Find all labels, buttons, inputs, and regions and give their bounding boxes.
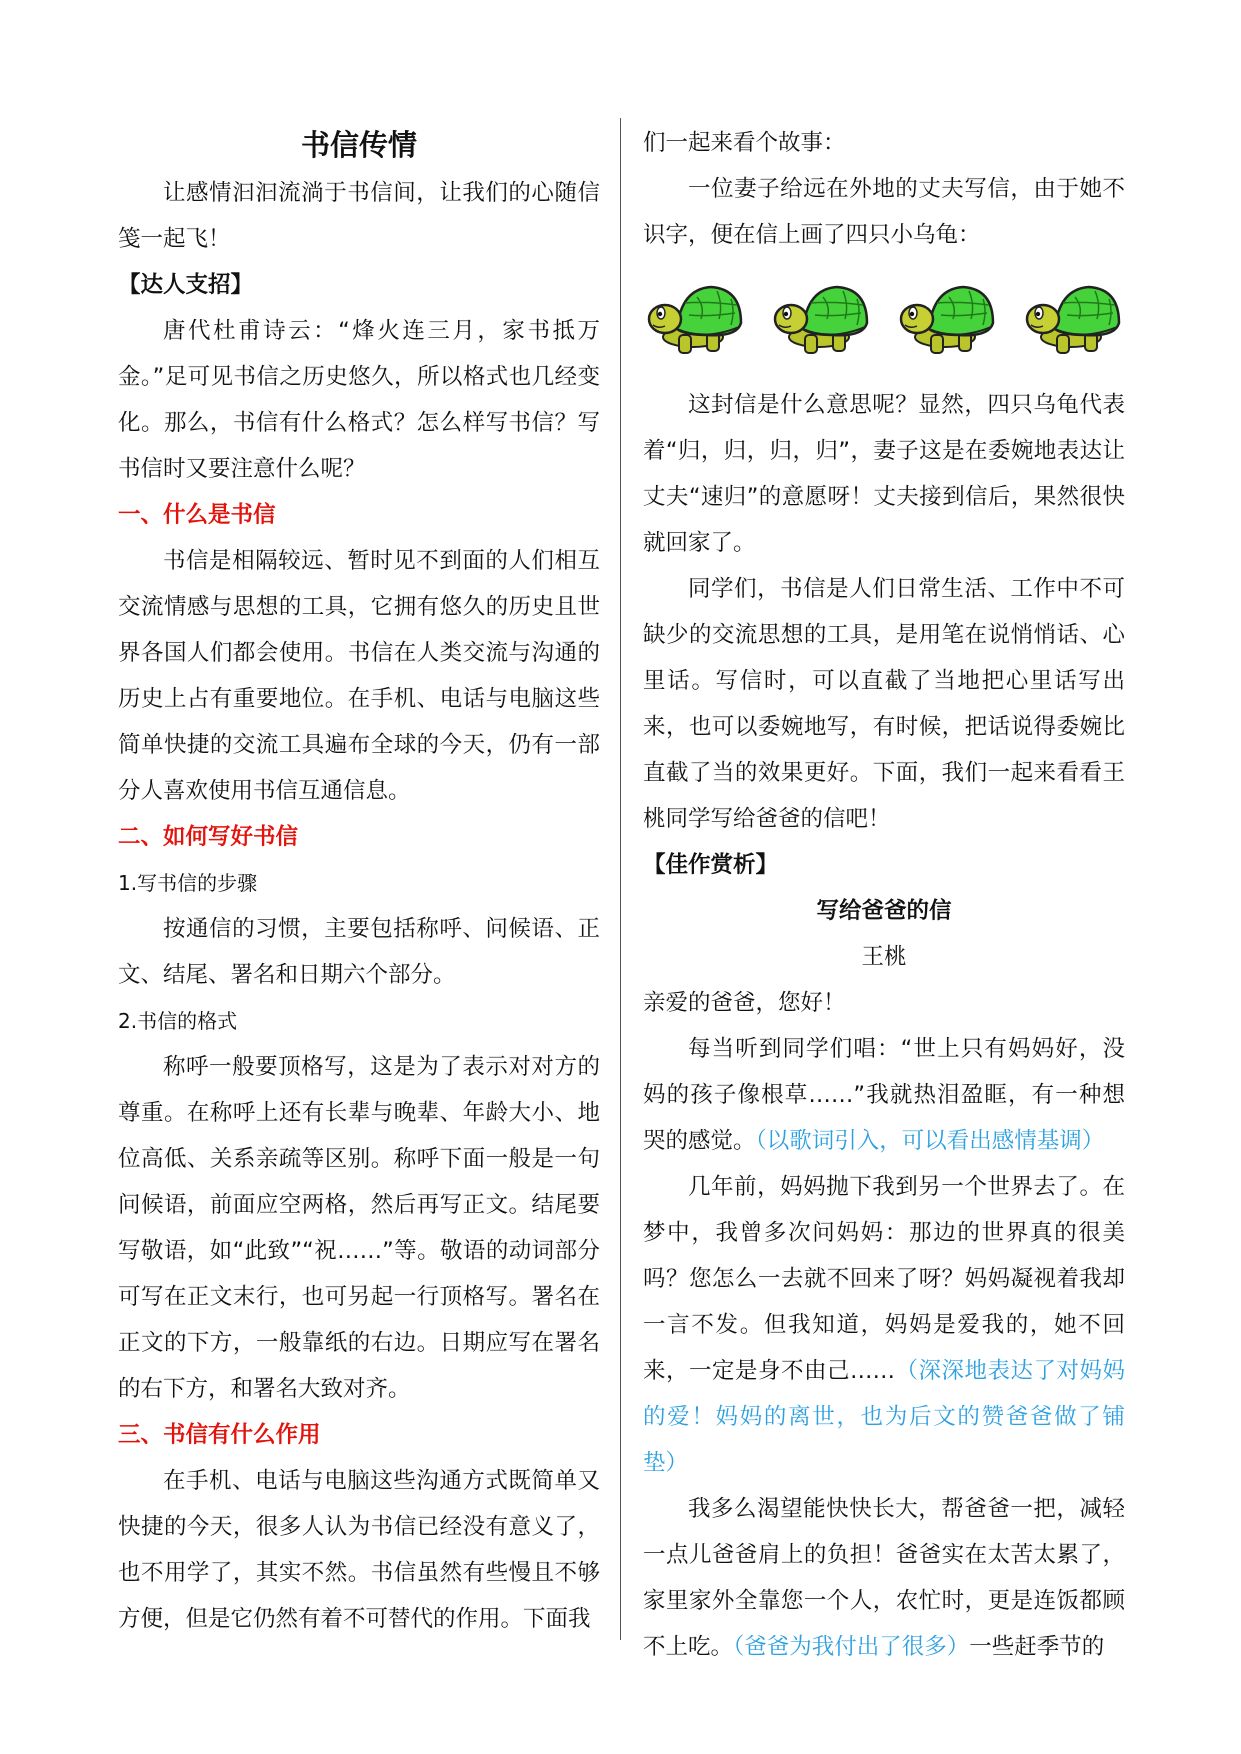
- column-divider: [620, 118, 621, 1640]
- intro-paragraph: 让感情汩汩流淌于书信间，让我们的心随信笺一起飞！: [118, 180, 600, 252]
- story-paragraph: 一位妻子给远在外地的丈夫写信，由于她不识字，便在信上画了四只小乌龟：: [643, 176, 1125, 248]
- turtle-icon: [645, 271, 745, 361]
- letter-paragraph-3: [643, 1486, 1125, 1670]
- section2-heading: 二、如何写好书信: [118, 824, 299, 850]
- letter-paragraph-1: [643, 1026, 1125, 1164]
- letter-paragraph-1-text: 每当听到同学们唱：“世上只有妈妈好，没妈的孩子像根草……”我就热泪盈眶，有一种想哭的感觉。: [643, 1036, 1125, 1154]
- letter-paragraph-3-tail: 一些赶季节的: [969, 1634, 1105, 1660]
- classmates-paragraph: 同学们，书信是人们日常生活、工作中不可缺少的交流思想的工具，是用笔在说悄悄话、心里话。写信时，可以直截了当地把心里话写出来，也可以委婉地写，有时候，把话说得委婉比直截了当的效果更好。下面，我们一起来看看王桃同学写给爸爸的信吧！: [643, 576, 1125, 832]
- section1-heading: 一、什么是书信: [118, 502, 276, 528]
- turtle-icon: [771, 271, 871, 361]
- subsection1-heading: 1.写书信的步骤: [118, 871, 258, 895]
- turtle-illustration-row: [643, 268, 1125, 364]
- page-title: 书信传情: [300, 128, 417, 162]
- turtle-icon: [897, 271, 997, 361]
- letter-paragraph-2-note: （深深地表达了对妈妈的爱！妈妈的离世，也为后文的赞爸爸做了铺垫）: [643, 1358, 1125, 1476]
- explain-paragraph: 这封信是什么意思呢？显然，四只乌龟代表着“归，归，归，归”，妻子这是在委婉地表达让丈夫“速归”的意愿呀！丈夫接到信后，果然很快就回家了。: [643, 392, 1125, 556]
- right-column: [643, 120, 1125, 1670]
- left-column: [118, 120, 600, 1642]
- section1-paragraph: 书信是相隔较远、暂时见不到面的人们相互交流情感与思想的工具，它拥有悠久的历史且世界各国人们都会使用。书信在人类交流与沟通的历史上占有重要地位。在手机、电话与电脑这些简单快捷的交流工具遍布全球的今天，仍有一部分人喜欢使用书信互通信息。: [118, 548, 600, 804]
- letter-paragraph-3-note: （爸爸为我付出了很多）: [733, 1634, 970, 1660]
- subsection2-heading: 2.书信的格式: [118, 1009, 238, 1033]
- section3-heading: 三、书信有什么作用: [118, 1422, 321, 1448]
- turtle-icon: [1023, 271, 1123, 361]
- letter-paragraph-3-text: 我多么渴望能快快长大，帮爸爸一把，减轻一点儿爸爸肩上的负担！爸爸实在太苦太累了，家里家外全靠您一个人，农忙时，更是连饭都顾不上吃。: [643, 1496, 1125, 1660]
- section3-paragraph: 在手机、电话与电脑这些沟通方式既简单又快捷的今天，很多人认为书信已经没有意义了，也不用学了，其实不然。书信虽然有些慢且不够方便，但是它仍然有着不可替代的作用。下面我: [118, 1468, 600, 1632]
- appreciation-heading: 【佳作赏析】: [643, 852, 779, 878]
- subsection2-paragraph: 称呼一般要顶格写，这是为了表示对对方的尊重。在称呼上还有长辈与晚辈、年龄大小、地位高低、关系亲疏等区别。称呼下面一般是一句问候语，前面应空两格，然后再写正文。结尾要写敬语，如“此致”“祝……”等。敬语的动词部分可写在正文末行，也可另起一行顶格写。署名在正文的下方，一般靠纸的右边。日期应写在署名的右下方，和署名大致对齐。: [118, 1054, 600, 1402]
- letter-paragraph-1-note: （以歌词引入，可以看出感情基调）: [755, 1128, 1105, 1154]
- continuation-line: 们一起来看个故事：: [643, 130, 846, 156]
- letter-paragraph-2: [643, 1164, 1125, 1486]
- letter-paragraph-2-text: 几年前，妈妈抛下我到另一个世界去了。在梦中，我曾多次问妈妈：那边的世界真的很美吗？您怎么一去就不回来了呀？妈妈凝视着我却一言不发。但我知道，妈妈是爱我的，她不回来，一定是身不由己……: [643, 1174, 1125, 1384]
- letter-author: 王桃: [861, 944, 907, 970]
- subsection1-paragraph: 按通信的习惯，主要包括称呼、问候语、正文、结尾、署名和日期六个部分。: [118, 916, 600, 988]
- letter-title: 写给爸爸的信: [816, 898, 952, 924]
- letter-salutation: 亲爱的爸爸，您好！: [643, 990, 846, 1016]
- tips-paragraph: 唐代杜甫诗云：“烽火连三月，家书抵万金。”足可见书信之历史悠久，所以格式也几经变化。那么，书信有什么格式？怎么样写书信？写书信时又要注意什么呢？: [118, 318, 600, 482]
- tips-heading: 【达人支招】: [118, 272, 254, 298]
